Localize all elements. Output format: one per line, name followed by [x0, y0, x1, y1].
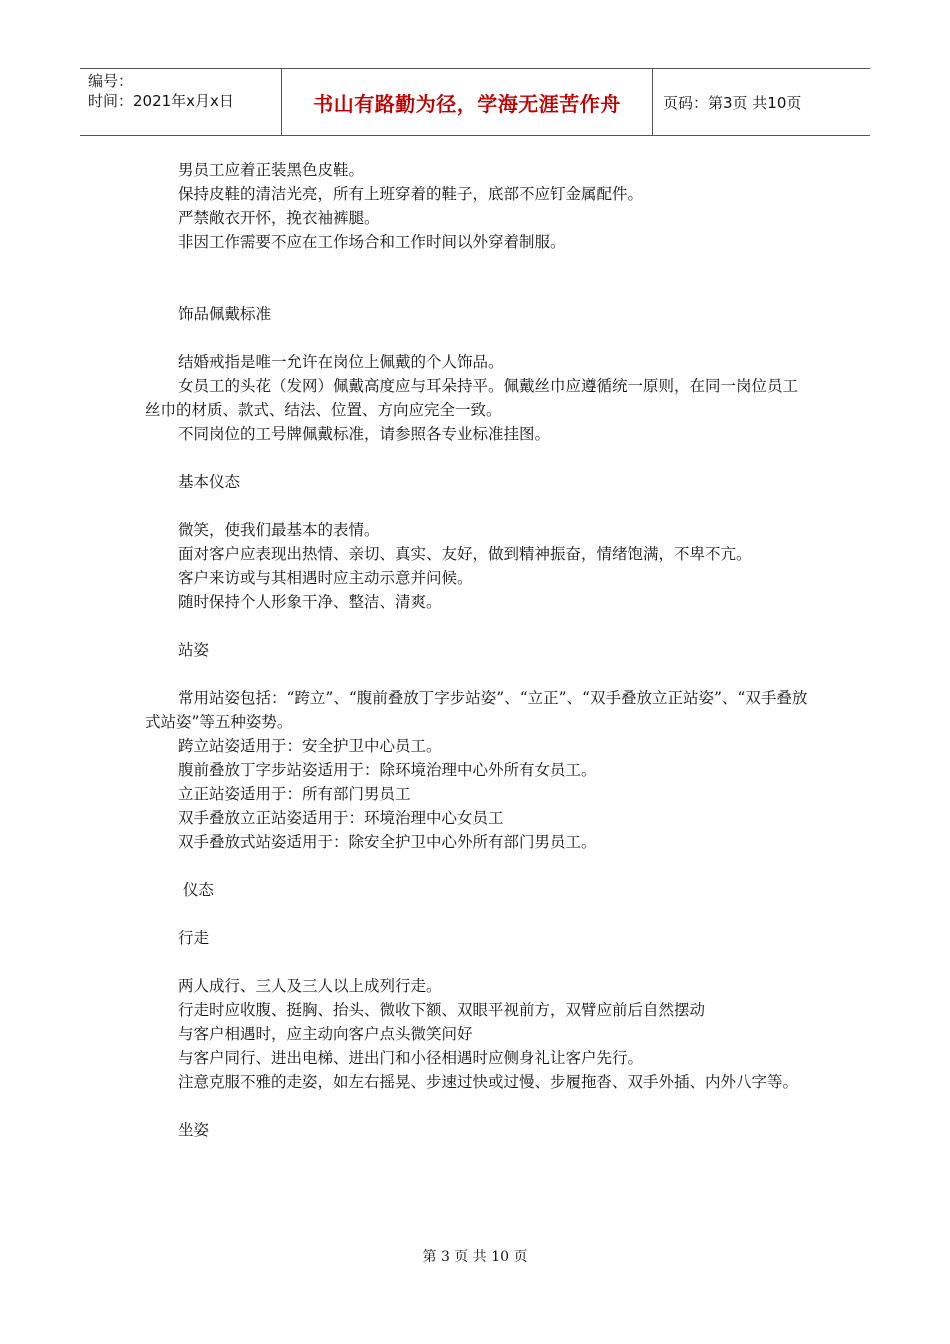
paragraph: 结婚戒指是唯一允许在岗位上佩戴的个人饰品。: [178, 353, 504, 371]
section-heading: 饰品佩戴标准: [178, 305, 272, 323]
paragraph: 面对客户应表现出热情、亲切、真实、友好，做到精神振奋，情绪饱满，不卑不亢。: [178, 545, 752, 563]
document-time-label: 时间：2021年x月x日: [88, 92, 234, 110]
document-header: [80, 68, 870, 136]
paragraph: 女员工的头花（发网）佩戴高度应与耳朵持平。佩戴丝巾应遵循统一原则，在同一岗位员工丝巾的材质、款式、结法、位置、方向应完全一致。: [145, 377, 799, 419]
header-meta: [80, 69, 282, 135]
paragraph: 行走时应收腹、挺胸、抬头、微收下额、双眼平视前方，双臂应前后自然摆动: [178, 1001, 706, 1019]
document-number-label: 编号：: [88, 72, 134, 90]
paragraph: 男员工应着正装黑色皮鞋。: [178, 161, 365, 179]
paragraph: 立正站姿适用于：所有部门男员工: [178, 785, 411, 803]
paragraph: 严禁敞衣开怀，挽衣袖裤腿。: [178, 209, 380, 227]
page-footer: 第 3 页 共 10 页: [422, 1249, 528, 1265]
paragraph: 保持皮鞋的清洁光亮，所有上班穿着的鞋子，底部不应钉金属配件。: [178, 185, 644, 203]
section-heading: 站姿: [178, 641, 210, 659]
paragraph: 腹前叠放丁字步站姿适用于：除环境治理中心外所有女员工。: [178, 761, 597, 779]
paragraph: 双手叠放立正站姿适用于：环境治理中心女员工: [178, 809, 504, 827]
paragraph: 与客户同行、进出电梯、进出门和小径相遇时应侧身礼让客户先行。: [178, 1049, 644, 1067]
paragraph: 与客户相遇时，应主动向客户点头微笑问好: [178, 1025, 473, 1043]
paragraph: 跨立站姿适用于：安全护卫中心员工。: [178, 737, 442, 755]
section-heading: 基本仪态: [178, 473, 241, 491]
paragraph: 双手叠放式站姿适用于：除安全护卫中心外所有部门男员工。: [178, 833, 597, 851]
header-motto: 书山有路勤为径，学海无涯苦作舟: [282, 69, 653, 135]
header-page-info: 页码：第3页 共10页: [663, 93, 802, 112]
paragraph: 两人成行、三人及三人以上成列行走。: [178, 977, 442, 995]
paragraph: 微笑，使我们最基本的表情。: [178, 521, 380, 539]
section-heading: 坐姿: [178, 1121, 210, 1139]
section-heading: 行走: [178, 929, 210, 947]
paragraph: 常用站姿包括：“跨立”、“腹前叠放丁字步站姿”、“立正”、“双手叠放立正站姿”、“双手叠放式站姿”等五种姿势。: [145, 689, 808, 731]
paragraph: 客户来访或与其相遇时应主动示意并问候。: [178, 569, 473, 587]
section-heading: 仪态: [178, 881, 214, 899]
paragraph: 不同岗位的工号牌佩戴标准，请参照各专业标准挂图。: [178, 425, 551, 443]
paragraph: 随时保持个人形象干净、整洁、清爽。: [178, 593, 442, 611]
document-body: [145, 158, 813, 1142]
paragraph: 注意克服不雅的走姿，如左右摇晃、步速过快或过慢、步履拖沓、双手外插、内外八字等。: [178, 1073, 799, 1091]
paragraph: 非因工作需要不应在工作场合和工作时间以外穿着制服。: [178, 233, 566, 251]
